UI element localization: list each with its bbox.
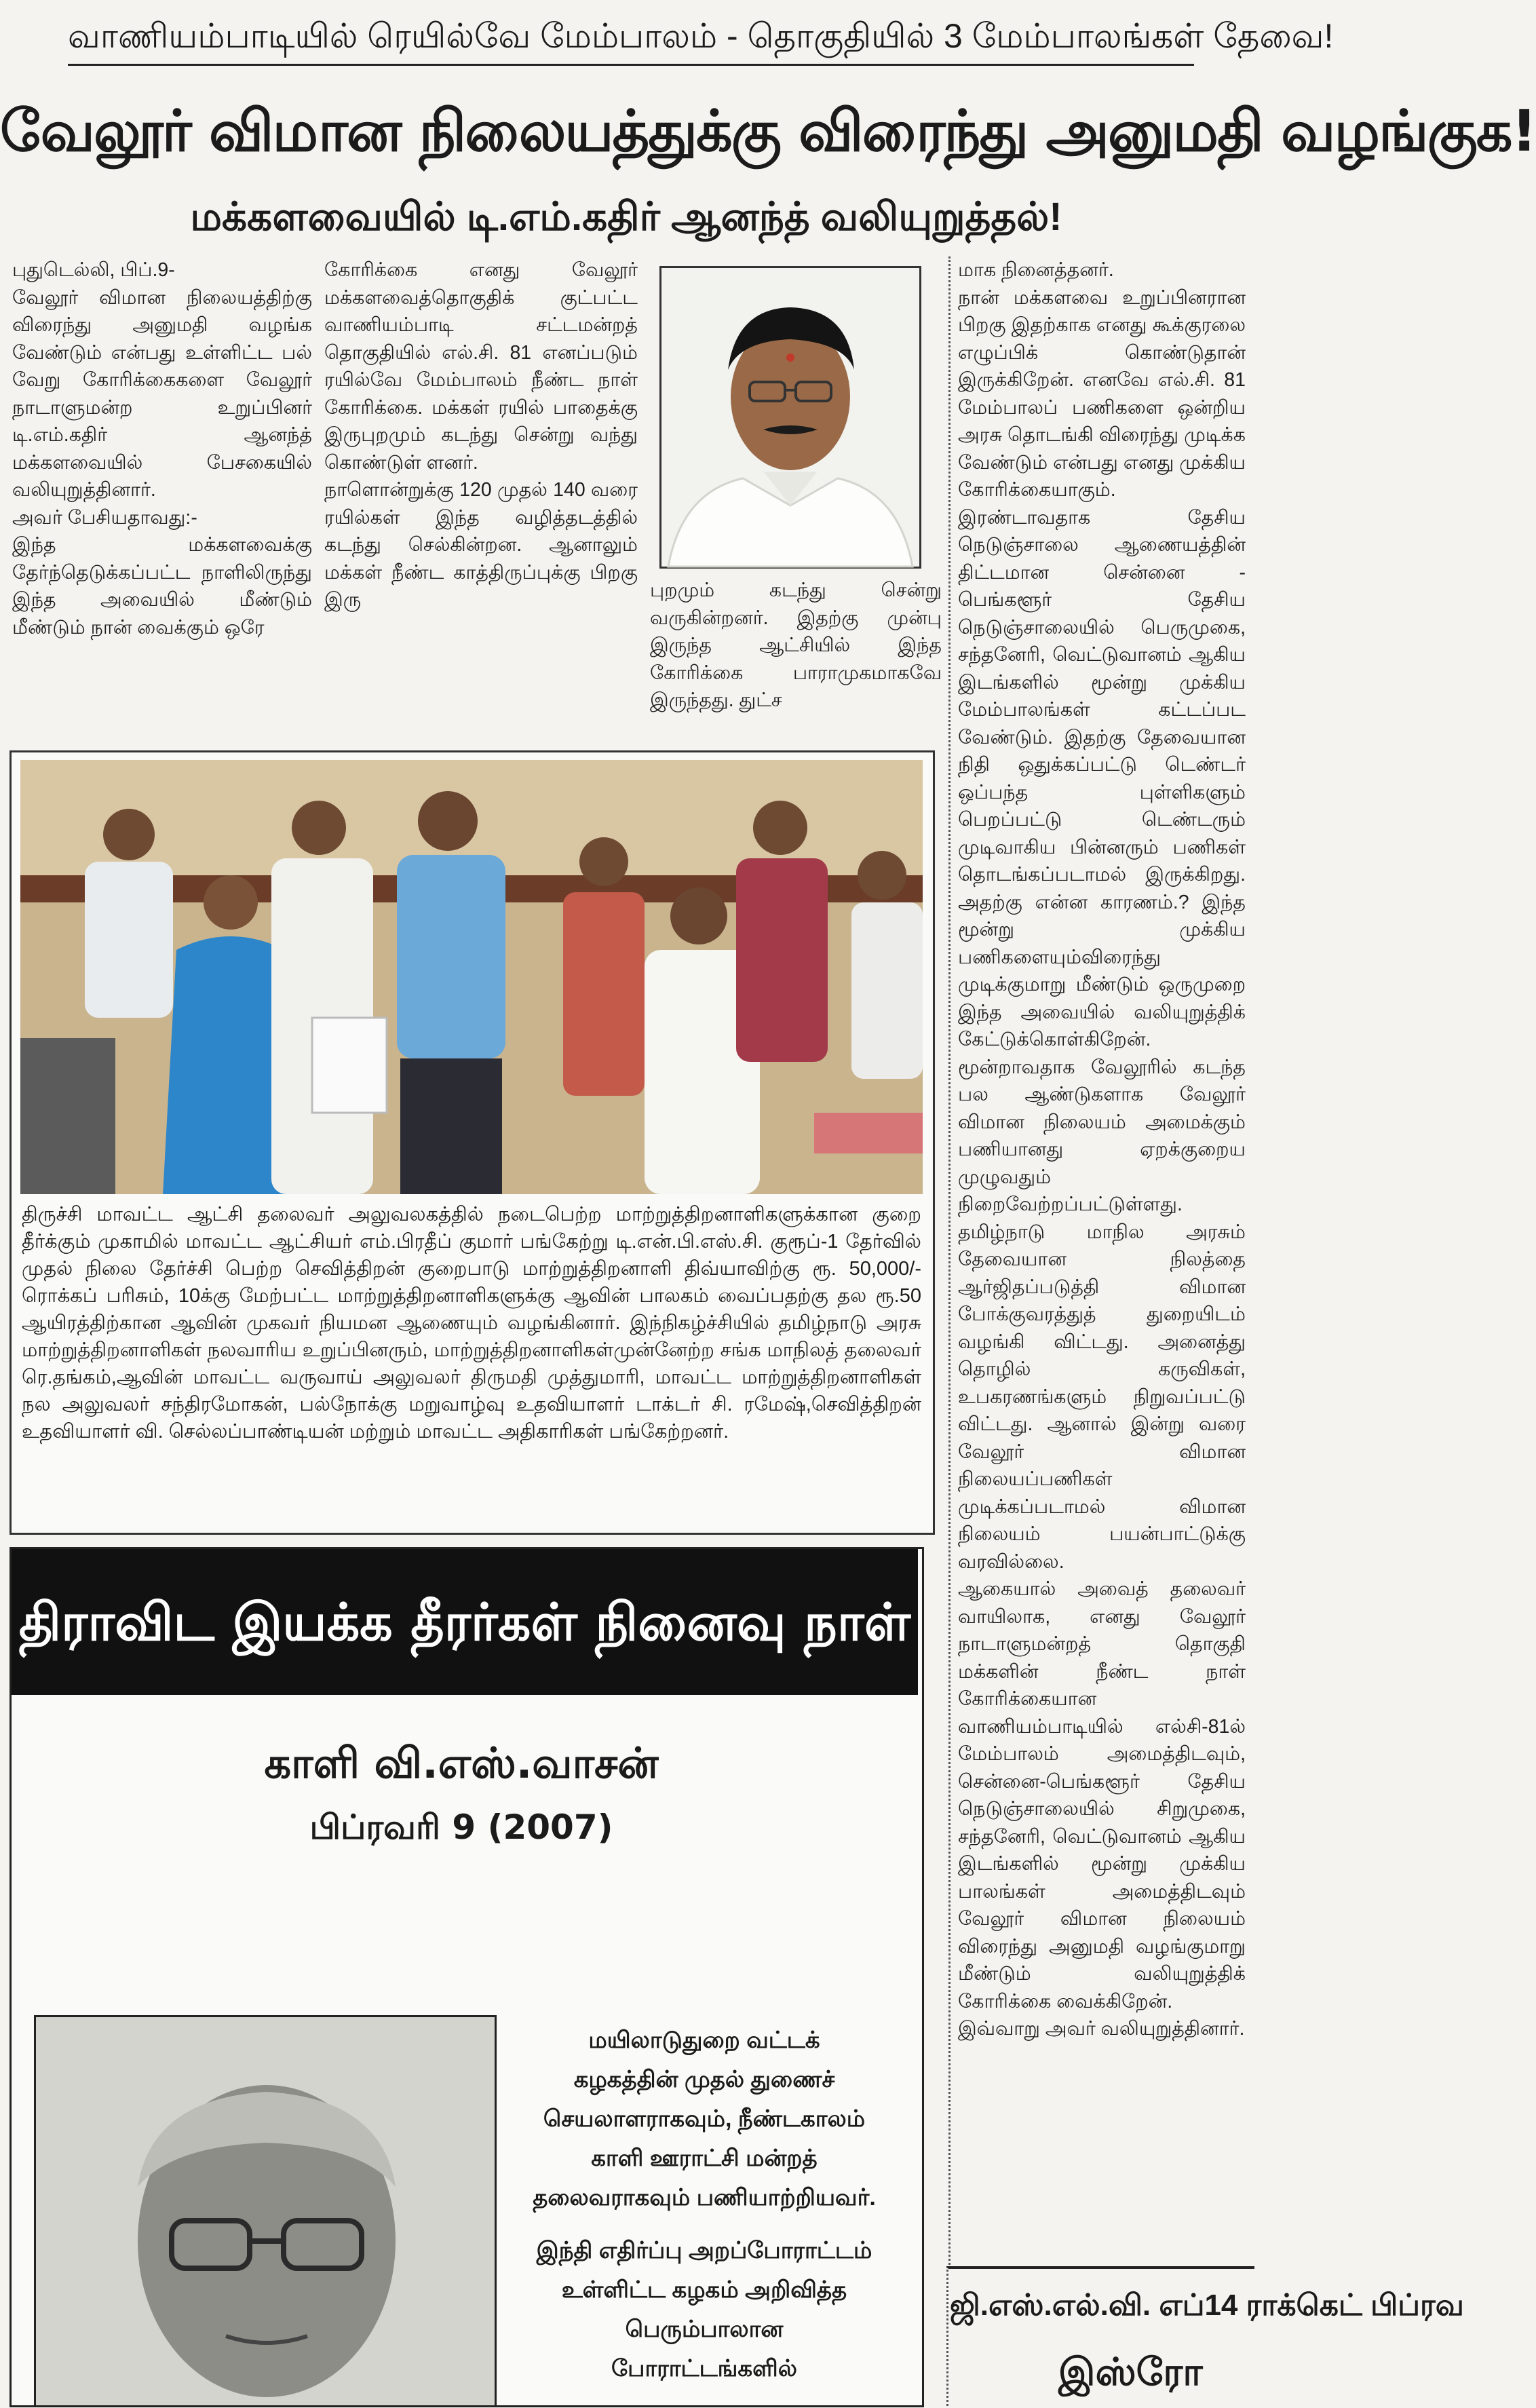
sub-headline: மக்களவையில் டி.எம்.கதிர் ஆனந்த் வலியுறுத்தல்! xyxy=(190,195,1062,239)
article-column-1: புதுடெல்லி, பிப்.9- வேலூர் விமான நிலையத்திற்கு விரைந்து அனுமதி வழங்க வேண்டும் என்பது உள்ளிட்ட பல் வேறு கோரிக்கைகளை வேலூர் நாடாளுமன்ற உறுப்பினர் டி.எம்.கதிர் ஆனந்த் மக்களவையில் பேசகையில் வலியுறுத்தினார். அவர் பேசியதாவது:- இந்த மக்களவைக்கு தேர்ந்தெடுக்கப்பட்ட நாளிலிருந்து இந்த அவையில் மீண்டும் மீண்டும் நான் வைக்கும் ஒரே xyxy=(12,259,312,638)
kicker-headline: வாணியம்பாடியில் ரெயில்வே மேம்பாலம் - தொகுதியில் 3 மேம்பாலங்கள் தேவை! xyxy=(68,8,1194,66)
article-column-3: புறமும் கடந்து சென்று வருகின்றனர். இதற்கு முன்பு இருந்த ஆட்சியில் இந்த கோரிக்கை பாராமுகமாகவே இருந்தது. துட்ச xyxy=(650,579,942,711)
main-headline: வேலூர் விமான நிலையத்துக்கு விரைந்து அனுமதி வழங்குக! xyxy=(0,98,1536,164)
article-column-4: மாக நினைத்தனர். நான் மக்களவை உறுப்பினரான பிறகு இதற்காக எனது கூக்குரலை எழுப்பிக் கொண்டுதான் இருக்கிறேன். எனவே எல்.சி. 81 மேம்பாலப் பணிகளை ஒன்றிய அரசு தொடங்கி விரைந்து முடிக்க வேண்டும் என்பது எனது முக்கிய கோரிக்கையாகும். இரண்டாவதாக தேசிய நெடுஞ்சாலை ஆணையத்தின் திட்டமான சென்னை - பெங்களூர் தேசிய நெடுஞ்சாலையில் பெருமுகை, சந்தனேரி, வெட்டுவானம் ஆகிய இடங்களில் மூன்று முக்கிய மேம்பாலங்கள் கட்டப்பட வேண்டும். இதற்கு தேவையான நிதி ஒதுக்கப்பட்டு டெண்டர் ஒப்பந்த புள்ளிகளும் பெறப்பட்டு டெண்டரும் முடிவாகிய பின்னரும் பணிகள் தொடங்கப்படாமல் இருக்கிறது. அதற்கு என்ன காரணம்.? இந்த மூன்று முக்கிய பணிகளையும்விரைந்து முடிக்குமாறு மீண்டும் ஒருமுறை இந்த அவையில் வலியுறுத்திக் கேட்டுக்கொள்கிறேன். மூன்றாவதாக வேலூரில் கடந்த பல ஆண்டுகளாக வேலூர் விமான நிலையம் அமைக்கும் பணியானது ஏறக்குறைய முழுவதும் நிறைவேற்றப்பட்டுள்ளது. தமிழ்நாடு மாநில அரசும் தேவையான நிலத்தை ஆர்ஜிதப்படுத்தி விமான போக்குவரத்துத் துறையிடம் வழங்கி விட்டது. அனைத்து தொழில் கருவிகள், உபகரணங்களும் நிறுவப்பட்டு விட்டது. ஆனால் இன்று வரை வேலூர் விமான நிலையப்பணிகள் முடிக்கப்படாமல் விமான நிலையம் பயன்பாட்டுக்கு வரவில்லை. ஆகையால் அவைத் தலைவர் வாயிலாக, எனது வேலூர் நாடாளுமன்றத் தொகுதி மக்களின் நீண்ட நாள் கோரிக்கையான வாணியம்பாடியில் எல்சி-81ல் மேம்பாலம் அமைத்திடவும், சென்னை-பெங்களூர் தேசிய நெடுஞ்சாலையில் சிறுமுகை, சந்தனேரி, வெட்டுவானம் ஆகிய இடங்களில் மூன்று முக்கிய பாலங்கள் அமைத்திடவும் வேலூர் விமான நிலையம் விரைந்து அனுமதி வழங்குமாறு மீண்டும் வலியுறுத்திக் கோரிக்கை வைக்கிறேன். இவ்வாறு அவர் வலியுறுத்தினார். xyxy=(958,259,1246,2040)
next-story-headline: ஜி.எஸ்.எல்.வி. எப்14 ராக்கெட் பிப்ரவ xyxy=(950,2289,1464,2322)
event-photo xyxy=(20,760,923,1194)
memorial-name: காளி வி.எஸ்.வாசன் xyxy=(264,1738,659,1788)
event-photo-illustration xyxy=(20,760,923,1194)
author-portrait-photo xyxy=(659,266,921,569)
next-story-subhead: இஸ்ரோ xyxy=(1058,2350,1203,2393)
portrait-illustration xyxy=(661,268,919,567)
memorial-banner: திராவிட இயக்க தீரர்கள் நினைவு நாள் xyxy=(12,1549,918,1695)
column-divider xyxy=(948,256,951,2265)
memorial-portrait-photo xyxy=(34,2015,497,2407)
event-photo-caption: திருச்சி மாவட்ட ஆட்சி தலைவர் அலுவலகத்தில் நடைபெற்ற மாற்றுத்திறனாளிகளுக்கான குறை தீர்க்கும் முகாமில் மாவட்ட ஆட்சியர் எம்.பிரதீப் குமார் பங்கேற்று டி.என்.பி.எஸ்.சி. குரூப்-1 தேர்வில் முதல் நிலை தேர்ச்சி பெற்ற செவித்திறன் குறைபாடு மாற்றுத்திறனாளி திவ்யாவிற்கு ரூ. 50,000/- ரொக்கப் பரிசும், 10க்கு மேற்பட்ட மாற்றுத்திறனாளிகளுக்கு ஆவின் பாலகம் வைப்பதற்கு தல ரூ.50 ஆயிரத்திற்கான ஆவின் முகவர் நியமன ஆணையும் வழங்கினார். இந்நிகழ்ச்சியில் தமிழ்நாடு அரசு மாற்றுத்திறனாளிகள் நலவாரிய உறுப்பினரும், மாற்றுத்திறனாளிகள்முன்னேற்ற சங்க மாநிலத் தலைவர் ரெ.தங்கம்,ஆவின் மாவட்ட வருவாய் அலுவலர் திருமதி முத்துமாரி, மாவட்ட மாற்றுத்திறனாளிகள் நல அலுவலர் சந்திரமோகன், பல்நோக்கு மறுவாழ்வு உதவியாளர் டாக்டர் சி. ரமேஷ்,செவித்திறன் உதவியாளர் வி. செல்லப்பாண்டியன் மற்றும் மாவட்ட அதிகாரிகள் பங்கேற்றனர். xyxy=(22,1204,921,1442)
memorial-description-continued: இந்தி எதிர்ப்பு அறப்போராட்டம் உள்ளிட்ட கழகம் அறிவித்த பெரும்பாலான போராட்டங்களில் xyxy=(536,2238,872,2382)
memorial-date: பிப்ரவரி 9 (2007) xyxy=(309,1808,613,1847)
memorial-description: மயிலாடுதுறை வட்டக் கழகத்தின் முதல் துணைச் செயலாளராகவும், நீண்டகாலம் காளி ஊராட்சி மன்றத் தலைவராகவும் பணியாற்றியவர். xyxy=(533,2027,876,2211)
article-column-2: கோரிக்கை எனது வேலூர் மக்களவைத்தொகுதிக் குட்பட்ட வாணியம்பாடி சட்டமன்றத் தொகுதியில் எல்.சி. 81 எனப்படும் ரயில்வே மேம்பாலம் நீண்ட நாள் கோரிக்கை. மக்கள் ரயில் பாதைக்கு இருபுறமும் கடந்து சென்று வந்து கொண்டுள் ளனர். நாளொன்றுக்கு 120 முதல் 140 வரை ரயில்கள் இந்த வழித்தடத்தில் கடந்து செல்கின்றன. ஆனாலும் மக்கள் நீண்ட காத்திருப்புக்கு பிறகு இரு xyxy=(324,259,638,611)
memorial-portrait-illustration xyxy=(36,2017,495,2405)
